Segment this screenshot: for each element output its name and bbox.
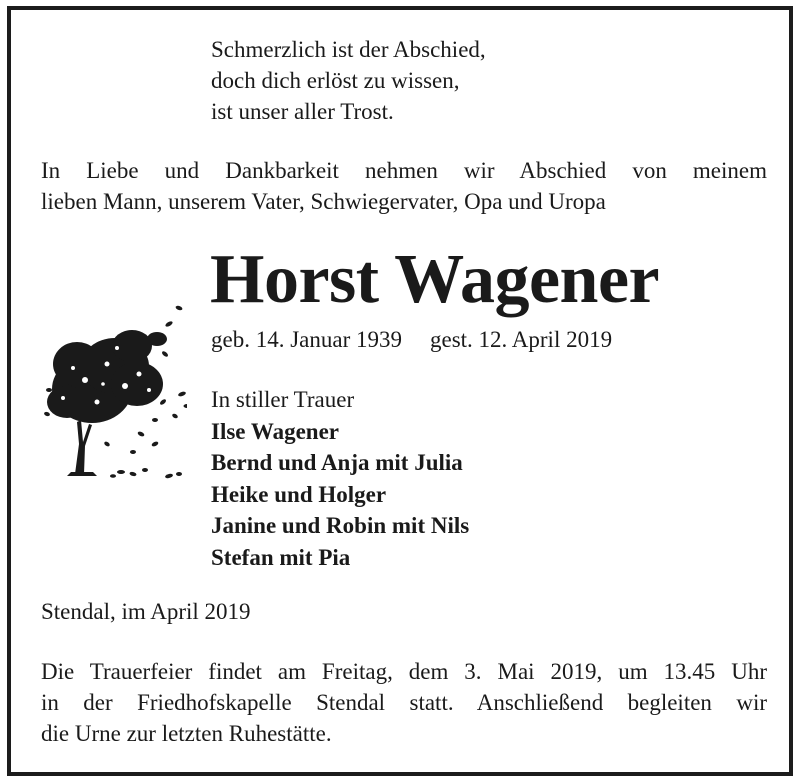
death-date: gest. 12. April 2019 (430, 327, 613, 352)
funeral-line: die Urne zur letzten Ruhestätte. (41, 721, 332, 746)
funeral-info (41, 656, 767, 749)
poem-line: doch dich erlöst zu wissen, (211, 68, 460, 93)
birth-date: geb. 14. Januar 1939 (211, 327, 402, 352)
mourners-list (211, 384, 469, 573)
life-dates (211, 324, 612, 355)
place-and-date: Stendal, im April 2019 (41, 599, 251, 624)
mourner-name: Bernd und Anja mit Julia (211, 450, 463, 475)
mourner-name: Heike und Holger (211, 481, 387, 507)
intro-text (41, 155, 767, 217)
intro-line: lieben Mann, unserem Vater, Schwiegervater, Opa und Uropa (41, 189, 606, 214)
poem-line: Schmerzlich ist der Abschied, (211, 37, 486, 62)
memorial-poem (211, 34, 486, 127)
mourner-name: Ilse Wagener (211, 418, 339, 444)
funeral-line: Die Trauerfeier findet am Freitag, dem 3. Mai 2019, um 13.45 Uhr (41, 659, 767, 684)
obituary-notice (7, 6, 793, 776)
mourner-name: Stefan mit Pia (211, 544, 351, 570)
poem-line: ist unser aller Trost. (211, 99, 394, 124)
funeral-line: in der Friedhofskapelle Stendal statt. Anschließend begleiten wir (41, 690, 767, 715)
deceased-name: Horst Wagener (210, 241, 660, 318)
intro-line: In Liebe und Dankbarkeit nehmen wir Abschied von meinem (41, 158, 767, 183)
mourner-name: Janine und Robin mit Nils (211, 513, 470, 538)
mourning-heading: In stiller Trauer (211, 387, 355, 412)
windblown-tree-icon (37, 294, 187, 484)
